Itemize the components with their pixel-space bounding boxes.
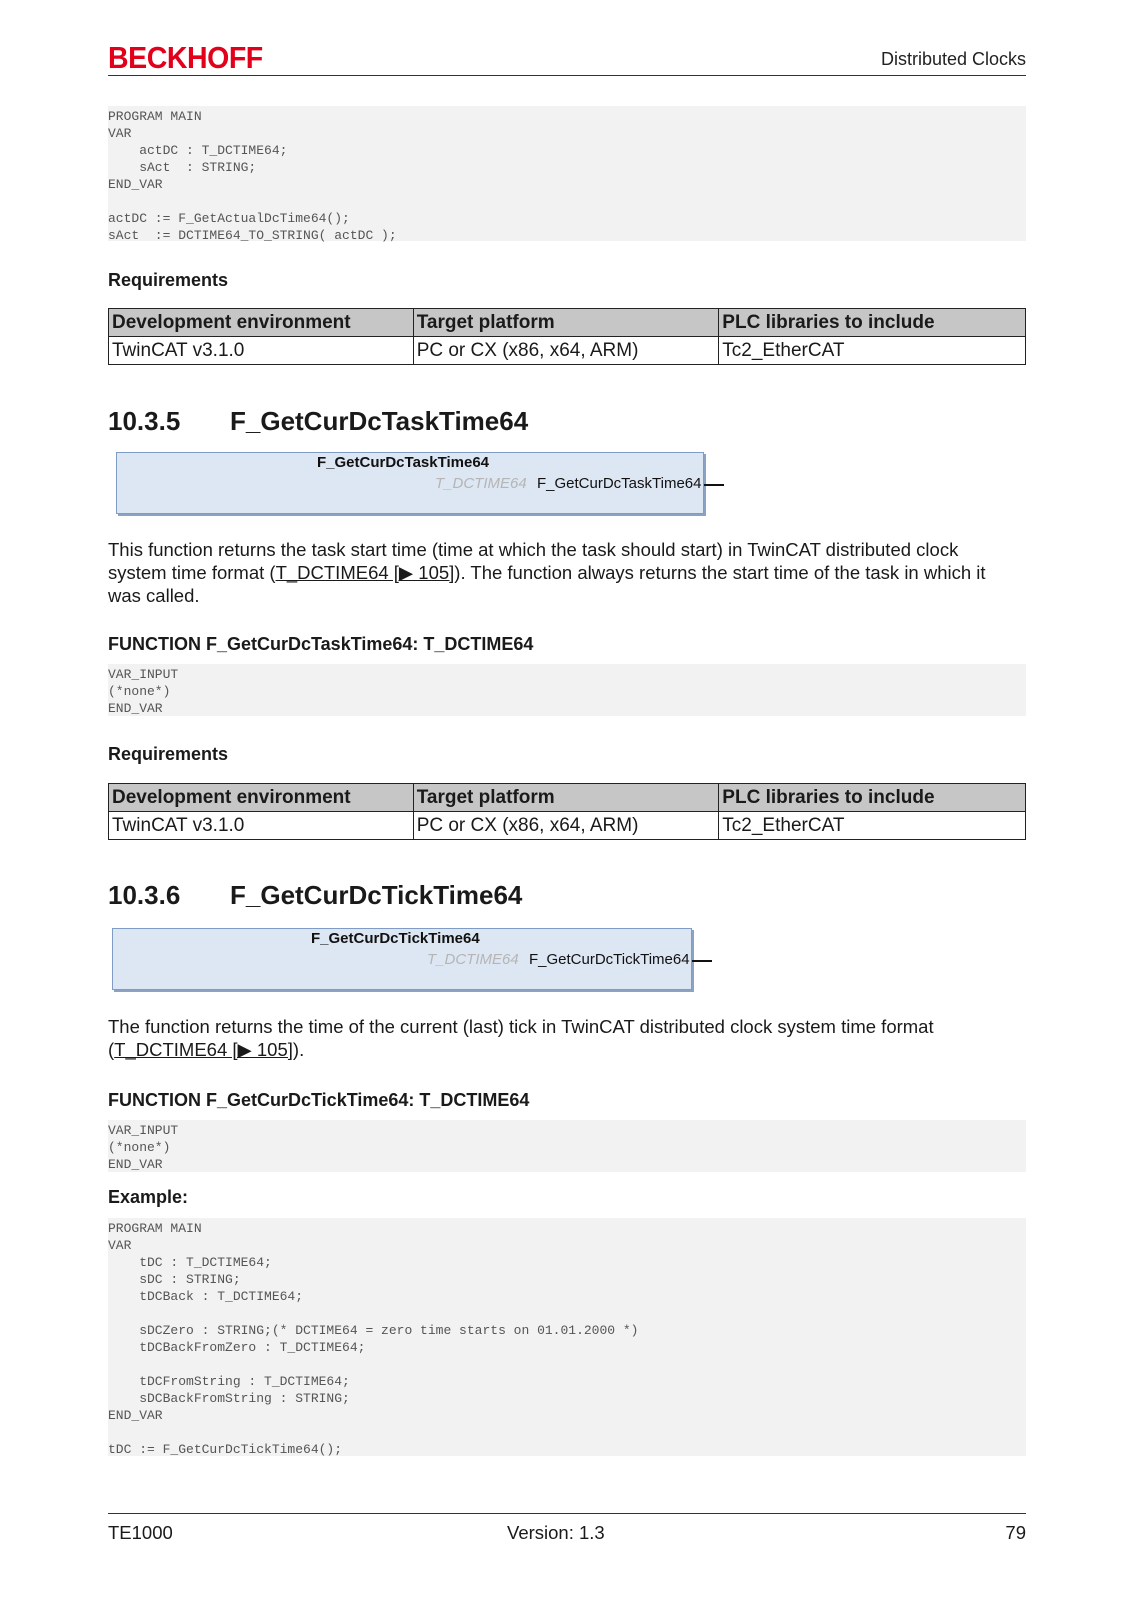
footer-product: TE1000: [108, 1522, 173, 1543]
page-footer: [108, 1513, 1026, 1543]
cell-target-platform: PC or CX (x86, x64, ARM): [413, 812, 719, 840]
output-label: F_GetCurDcTaskTime64: [537, 475, 702, 492]
header-plc-libraries: PLC libraries to include: [719, 309, 1026, 337]
section-heading-10-3-5: [108, 406, 528, 437]
description-text-pre: The function returns the time of the current (last) tick in TwinCAT distributed clock system time format (: [108, 1016, 934, 1060]
section-heading-10-3-6: [108, 880, 522, 911]
cell-target-platform: PC or CX (x86, x64, ARM): [413, 337, 719, 365]
function-block-title: F_GetCurDcTaskTime64: [317, 454, 490, 471]
beckhoff-logo: BECKHOFF: [108, 40, 263, 75]
example-heading: Example:: [108, 1187, 189, 1207]
code-block-var-input: VAR_INPUT (*none*) END_VAR: [108, 664, 1026, 716]
requirements-table: [108, 783, 1026, 840]
output-pin-line: [704, 484, 724, 486]
description-text-pre: This function returns the task start time (time at which the task should start) in TwinCAT distributed clock system time format (: [108, 539, 959, 583]
cell-dev-env: TwinCAT v3.1.0: [109, 812, 414, 840]
header-plc-libraries: PLC libraries to include: [719, 784, 1026, 812]
requirements-heading: Requirements: [108, 744, 229, 764]
code-block-example: PROGRAM MAIN VAR tDC : T_DCTIME64; sDC : STRING; tDCBack : T_DCTIME64; sDCZero : STRING;(* DCTIME64 = zero time starts on 01.01.2000 *) tDCBackFromZero : T_DCTIME64; tDCFromString : T_DCTIME64; sDCBackFromString : STRING; END_VAR tDC := F_GetCurDcTickTime64();: [108, 1218, 1026, 1456]
header-target-platform: Target platform: [413, 784, 719, 812]
table-row: [109, 337, 1026, 365]
description-text-post: ). The function always returns the start time of the task in which it was called.: [108, 562, 986, 606]
cell-dev-env: TwinCAT v3.1.0: [109, 337, 414, 365]
description-paragraph: [108, 538, 1008, 607]
section-number: 10.3.6: [108, 880, 181, 910]
section-number: 10.3.5: [108, 406, 181, 436]
requirements-table: [108, 308, 1026, 365]
requirements-heading: Requirements: [108, 270, 229, 290]
code-block-var-input: VAR_INPUT (*none*) END_VAR: [108, 1120, 1026, 1172]
function-signature: FUNCTION F_GetCurDcTickTime64: T_DCTIME64: [108, 1090, 530, 1110]
chapter-title: Distributed Clocks: [880, 49, 1026, 69]
function-signature: FUNCTION F_GetCurDcTaskTime64: T_DCTIME64: [108, 634, 534, 654]
function-block-diagram: [116, 452, 704, 514]
section-title: F_GetCurDcTickTime64: [230, 880, 523, 910]
table-header-row: [109, 309, 1026, 337]
type-link[interactable]: T_DCTIME64 [▶ 105]: [114, 1039, 293, 1060]
description-text-post: ).: [292, 1039, 305, 1060]
return-type-label: T_DCTIME64: [427, 951, 519, 968]
output-pin-line: [692, 960, 712, 962]
description-paragraph: [108, 1015, 1008, 1061]
cell-plc-libraries: Tc2_EtherCAT: [719, 812, 1026, 840]
type-link[interactable]: T_DCTIME64 [▶ 105]: [275, 562, 455, 583]
header-dev-env: Development environment: [109, 784, 414, 812]
cell-plc-libraries: Tc2_EtherCAT: [719, 337, 1026, 365]
table-row: [109, 812, 1026, 840]
section-title: F_GetCurDcTaskTime64: [230, 406, 529, 436]
table-header-row: [109, 784, 1026, 812]
function-block-title: F_GetCurDcTickTime64: [311, 930, 480, 947]
page-header: [108, 40, 1026, 76]
header-dev-env: Development environment: [109, 309, 414, 337]
header-target-platform: Target platform: [413, 309, 719, 337]
footer-version: Version: 1.3: [507, 1522, 605, 1543]
output-label: F_GetCurDcTickTime64: [529, 951, 690, 968]
function-block-diagram: [112, 928, 692, 990]
code-block-example-actual-dc: PROGRAM MAIN VAR actDC : T_DCTIME64; sAct : STRING; END_VAR actDC := F_GetActualDcTime64(); sAct := DCTIME64_TO_STRING( actDC );: [108, 106, 1026, 241]
return-type-label: T_DCTIME64: [435, 475, 527, 492]
page-number: 79: [1005, 1522, 1026, 1543]
